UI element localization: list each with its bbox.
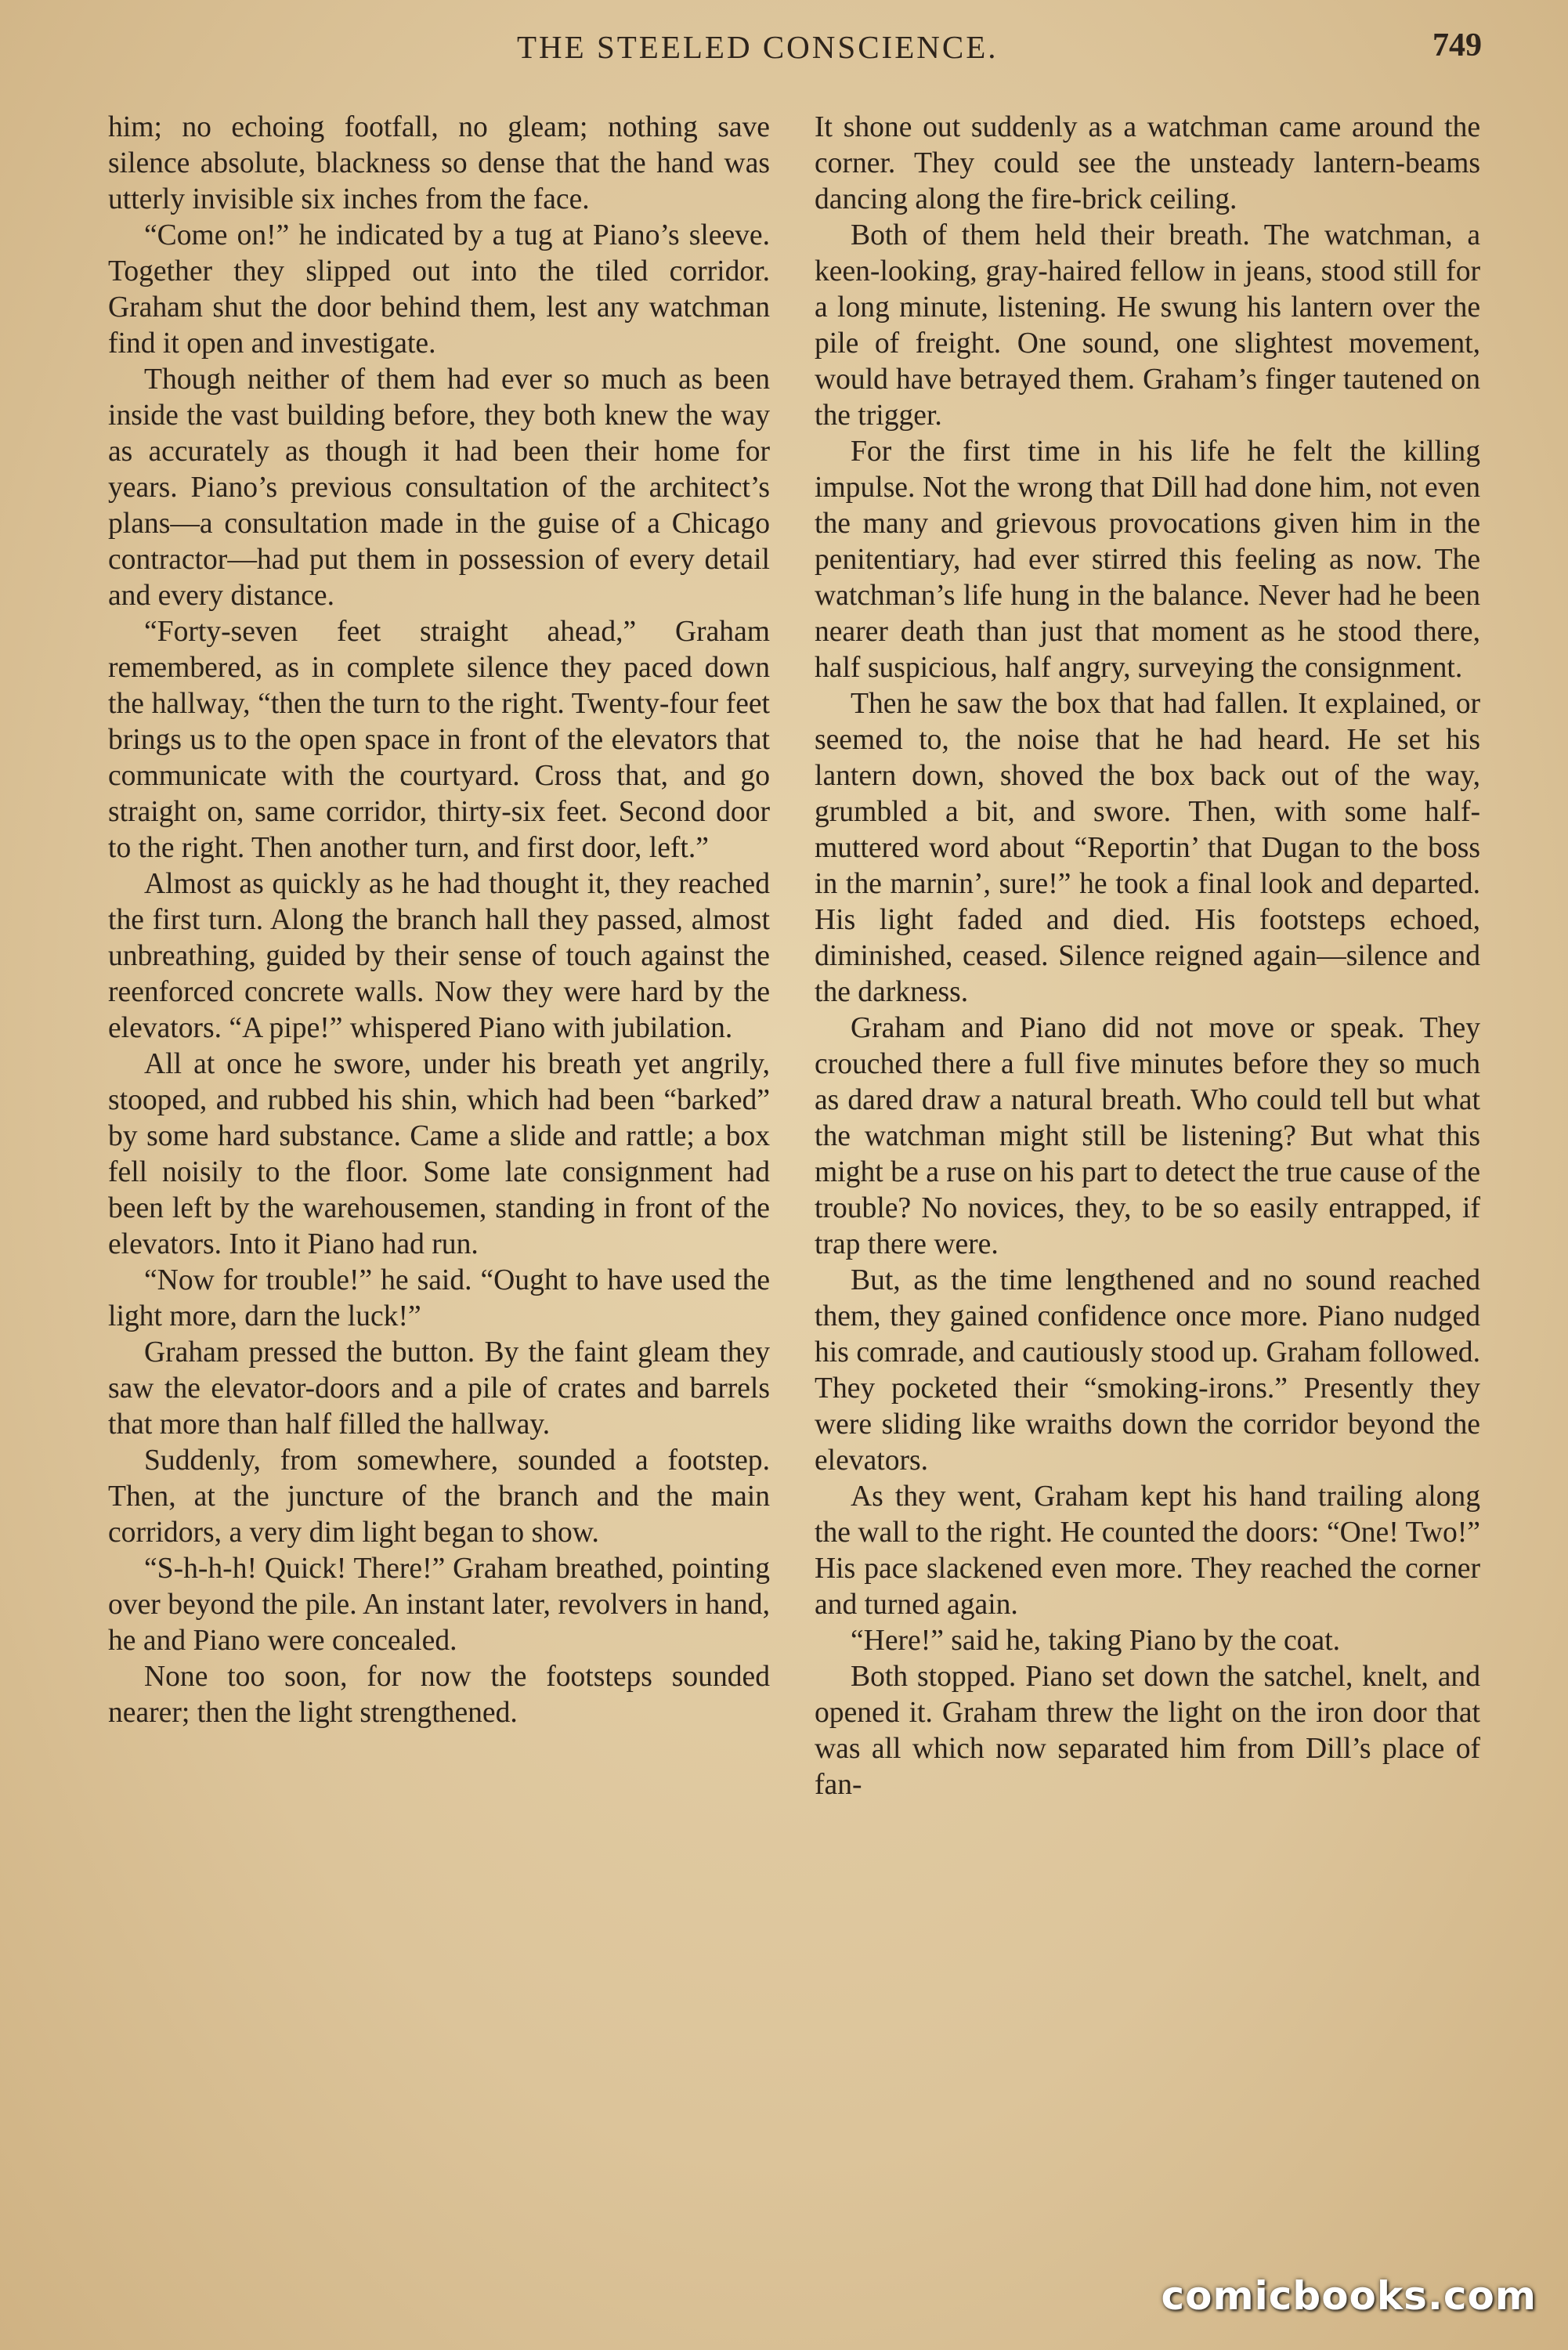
- page-header: [0, 25, 1568, 72]
- site-watermark: comicbooks.com: [1161, 2273, 1537, 2319]
- paragraph: Both of them held their breath. The watchman, a keen-looking, gray-haired fellow in jeans, stood still for a long minute, listening. He swung his lantern over the pile of freight. One sound, one slightest movement, would have betrayed them. Graham’s finger tautened on the trigger.: [815, 219, 1480, 432]
- right-column: [815, 110, 1480, 1803]
- paragraph: “Come on!” he indicated by a tug at Piano’s sleeve. Together they slipped out into the tiled corridor. Graham shut the door behind them, lest any watchman find it open and investigate.: [108, 219, 770, 360]
- paragraph: All at once he swore, under his breath yet angrily, stooped, and rubbed his shin, which had been “barked” by some hard substance. Came a slide and rattle; a box fell noisily to the floor. Some late consignment had been left by the warehousemen, standing in front of the elevators. Into it Piano had run.: [108, 1048, 770, 1260]
- paragraph: Graham and Piano did not move or speak. They crouched there a full five minutes before they so much as dared draw a natural breath. Who could tell but what the watchman might still be listening? But what this might be a ruse on his part to detect the true cause of the trouble? No novices, they, to be so easily entrapped, if trap there were.: [815, 1012, 1480, 1260]
- paragraph: But, as the time lengthened and no sound reached them, they gained confidence once more. Piano nudged his comrade, and cautiously stood up. Graham followed. They pocketed their “smoking-irons.” Presently they were sliding like wraiths down the corridor beyond the elevators.: [815, 1264, 1480, 1477]
- paragraph: Suddenly, from somewhere, sounded a footstep. Then, at the juncture of the branch and the main corridors, a very dim light began to show.: [108, 1444, 770, 1549]
- paragraph: Though neither of them had ever so much as been inside the vast building before, they both knew the way as accurately as though it had been their home for years. Piano’s previous consultation of the architect’s plans—a consultation made in the guise of a Chicago contractor—had put them in possession of every detail and every distance.: [108, 363, 770, 612]
- paragraph: Then he saw the box that had fallen. It explained, or seemed to, the noise that he had heard. He set his lantern down, shoved the box back out of the way, grumbled a bit, and swore. Then, with some half-muttered word about “Reportin’ that Dugan to the boss in the marnin’, sure!” he took a final look and departed. His light faded and died. His footsteps echoed, diminished, ceased. Silence reigned again—silence and the darkness.: [815, 688, 1480, 1008]
- paragraph: “Forty-seven feet straight ahead,” Graham remembered, as in complete silence they paced down the hallway, “then the turn to the right. Twenty-four feet brings us to the open space in front of the elevators that communicate with the courtyard. Cross that, and go straight on, same corridor, thirty-six feet. Second door to the right. Then another turn, and first door, left.”: [108, 616, 770, 864]
- page-number: 749: [1433, 27, 1482, 63]
- paragraph: “Here!” said he, taking Piano by the coat.: [851, 1625, 1341, 1657]
- paragraph: Graham pressed the button. By the faint gleam they saw the elevator-doors and a pile of crates and barrels that more than half filled the hallway.: [108, 1336, 770, 1441]
- running-title: THE STEELED CONSCIENCE.: [517, 29, 999, 65]
- paragraph: Almost as quickly as he had thought it, they reached the first turn. Along the branch hall they passed, almost unbreathing, guided by their sense of touch against the reenforced concrete walls. Now they were hard by the elevators. “A pipe!” whispered Piano with jubilation.: [108, 868, 770, 1044]
- paragraph: Both stopped. Piano set down the satchel, knelt, and opened it. Graham threw the light on the iron door that was all which now separated him from Dill’s place of fan-: [815, 1661, 1480, 1801]
- paragraph: “Now for trouble!” he said. “Ought to have used the light more, darn the luck!”: [108, 1264, 770, 1332]
- paragraph: It shone out suddenly as a watchman came around the corner. They could see the unsteady lantern-beams dancing along the fire-brick ceiling.: [815, 111, 1480, 215]
- paragraph: “S-h-h-h! Quick! There!” Graham breathed, pointing over beyond the pile. An instant later, revolvers in hand, he and Piano were concealed.: [108, 1553, 770, 1657]
- paragraph: him; no echoing footfall, no gleam; nothing save silence absolute, blackness so dense that the hand was utterly invisible six inches from the face.: [108, 111, 770, 215]
- paragraph: As they went, Graham kept his hand trailing along the wall to the right. He counted the doors: “One! Two!” His pace slackened even more. They reached the corner and turned again.: [815, 1480, 1480, 1621]
- paragraph: None too soon, for now the footsteps sounded nearer; then the light strengthened.: [108, 1661, 770, 1729]
- left-column: [108, 110, 770, 1731]
- paragraph: For the first time in his life he felt the killing impulse. Not the wrong that Dill had done him, not even the many and grievous provocations given him in the penitentiary, had ever stirred this feeling as now. The watchman’s life hung in the balance. Never had he been nearer death than just that moment as he stood there, half suspicious, half angry, surveying the consignment.: [815, 436, 1480, 684]
